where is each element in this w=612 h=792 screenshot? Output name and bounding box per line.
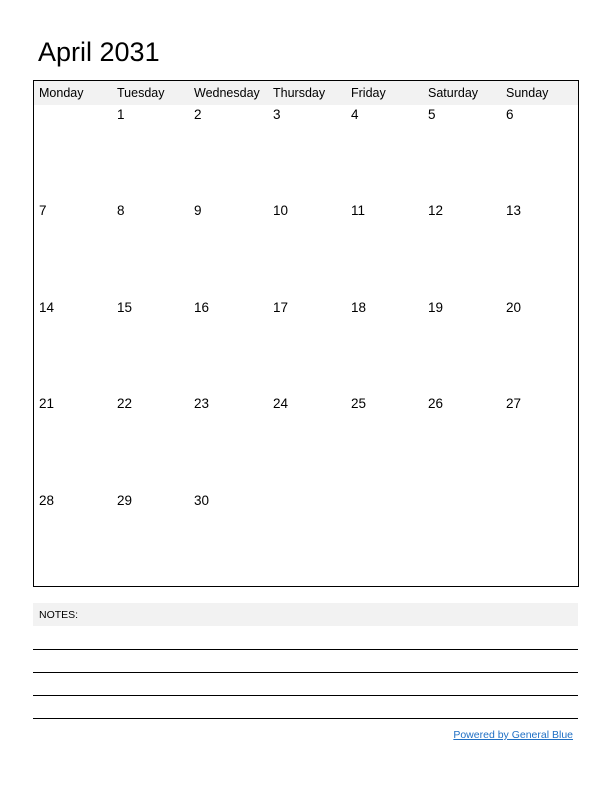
weekday-sunday: Sunday bbox=[506, 86, 549, 100]
date-cell: 4 bbox=[351, 107, 359, 122]
date-cell: 13 bbox=[506, 203, 522, 218]
date-cell: 18 bbox=[351, 300, 367, 315]
weekday-friday: Friday bbox=[351, 86, 386, 100]
date-cell: 27 bbox=[506, 396, 522, 411]
date-cell: 5 bbox=[428, 107, 436, 122]
note-line bbox=[33, 718, 578, 719]
date-cell: 25 bbox=[351, 396, 367, 411]
notes-label: NOTES: bbox=[39, 609, 79, 621]
date-cell: 19 bbox=[428, 300, 444, 315]
weekday-thursday: Thursday bbox=[273, 86, 326, 100]
date-cell: 17 bbox=[273, 300, 289, 315]
calendar-grid bbox=[33, 80, 579, 587]
date-cell: 9 bbox=[194, 203, 202, 218]
date-cell: 23 bbox=[194, 396, 210, 411]
date-cell: 2 bbox=[194, 107, 202, 122]
date-cell: 12 bbox=[428, 203, 444, 218]
date-cell: 24 bbox=[273, 396, 289, 411]
weekday-tuesday: Tuesday bbox=[117, 86, 165, 100]
date-cell: 16 bbox=[194, 300, 210, 315]
powered-by-link[interactable]: Powered by General Blue bbox=[453, 729, 573, 741]
weekday-wednesday: Wednesday bbox=[194, 86, 260, 100]
date-cell: 1 bbox=[117, 107, 125, 122]
page-title: April 2031 bbox=[38, 37, 160, 67]
weekday-saturday: Saturday bbox=[428, 86, 479, 100]
date-cell: 22 bbox=[117, 396, 133, 411]
notes-header bbox=[33, 603, 578, 626]
note-line bbox=[33, 672, 578, 673]
date-cell: 20 bbox=[506, 300, 522, 315]
date-cell: 21 bbox=[39, 396, 55, 411]
date-cell: 26 bbox=[428, 396, 444, 411]
date-cell: 14 bbox=[39, 300, 55, 315]
weekday-header-row bbox=[34, 81, 578, 105]
date-cell: 29 bbox=[117, 493, 133, 508]
date-cell: 30 bbox=[194, 493, 210, 508]
date-cell: 10 bbox=[273, 203, 289, 218]
date-cell: 28 bbox=[39, 493, 55, 508]
date-cell: 6 bbox=[506, 107, 514, 122]
date-cell: 15 bbox=[117, 300, 133, 315]
weekday-monday: Monday bbox=[39, 86, 84, 100]
note-line bbox=[33, 649, 578, 650]
note-line bbox=[33, 695, 578, 696]
date-cell: 3 bbox=[273, 107, 281, 122]
date-cell: 8 bbox=[117, 203, 125, 218]
date-cell: 7 bbox=[39, 203, 47, 218]
date-cell: 11 bbox=[351, 203, 366, 218]
